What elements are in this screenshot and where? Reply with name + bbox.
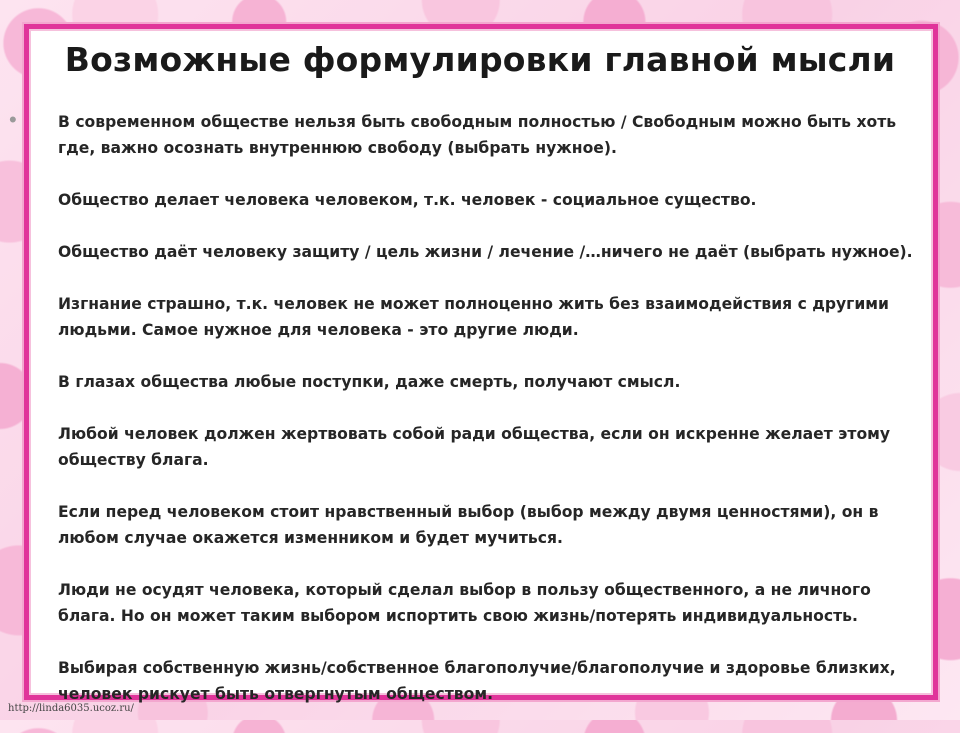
thought-paragraph-7: Если перед человеком стоит нравственный выбор (выбор между двумя ценностями), он в любом случае окажется изменником и будет мучиться. — [58, 503, 879, 547]
source-url[interactable]: http://linda6035.ucoz.ru/ — [8, 703, 134, 714]
thought-paragraph-2: Общество делает человека человеком, т.к. человек - социальное существо. — [58, 191, 757, 209]
bullet-marker: • — [9, 107, 17, 132]
thought-paragraph-3: Общество даёт человеку защиту / цель жизни / лечение /…ничего не даёт (выбрать нужное). — [58, 243, 913, 261]
main-thought-list — [58, 109, 930, 733]
slide-title: Возможные формулировки главной мысли — [64, 40, 896, 79]
thought-paragraph-8: Люди не осудят человека, который сделал выбор в пользу общественного, а не личного блага. Но он может таким выбором испортить свою жизнь/потерять индивидуальность. — [58, 581, 871, 625]
thought-paragraph-6: Любой человек должен жертвовать собой ради общества, если он искренне желает этому обществу блага. — [58, 425, 891, 469]
thought-paragraph-4: Изгнание страшно, т.к. человек не может полноценно жить без взаимодействия с другими людьми. Самое нужное для человека - это другие люди. — [58, 295, 889, 339]
thought-paragraph-1: В современном обществе нельзя быть свободным полностью / Свободным можно быть хоть где, важно осознать внутреннюю свободу (выбрать нужное). — [58, 113, 897, 157]
thought-paragraph-5: В глазах общества любые поступки, даже смерть, получают смысл. — [58, 373, 681, 391]
thought-paragraph-9: Выбирая собственную жизнь/собственное благополучие/благополучие и здоровье близких, человек рискует быть отвергнутым обществом. — [58, 659, 896, 703]
